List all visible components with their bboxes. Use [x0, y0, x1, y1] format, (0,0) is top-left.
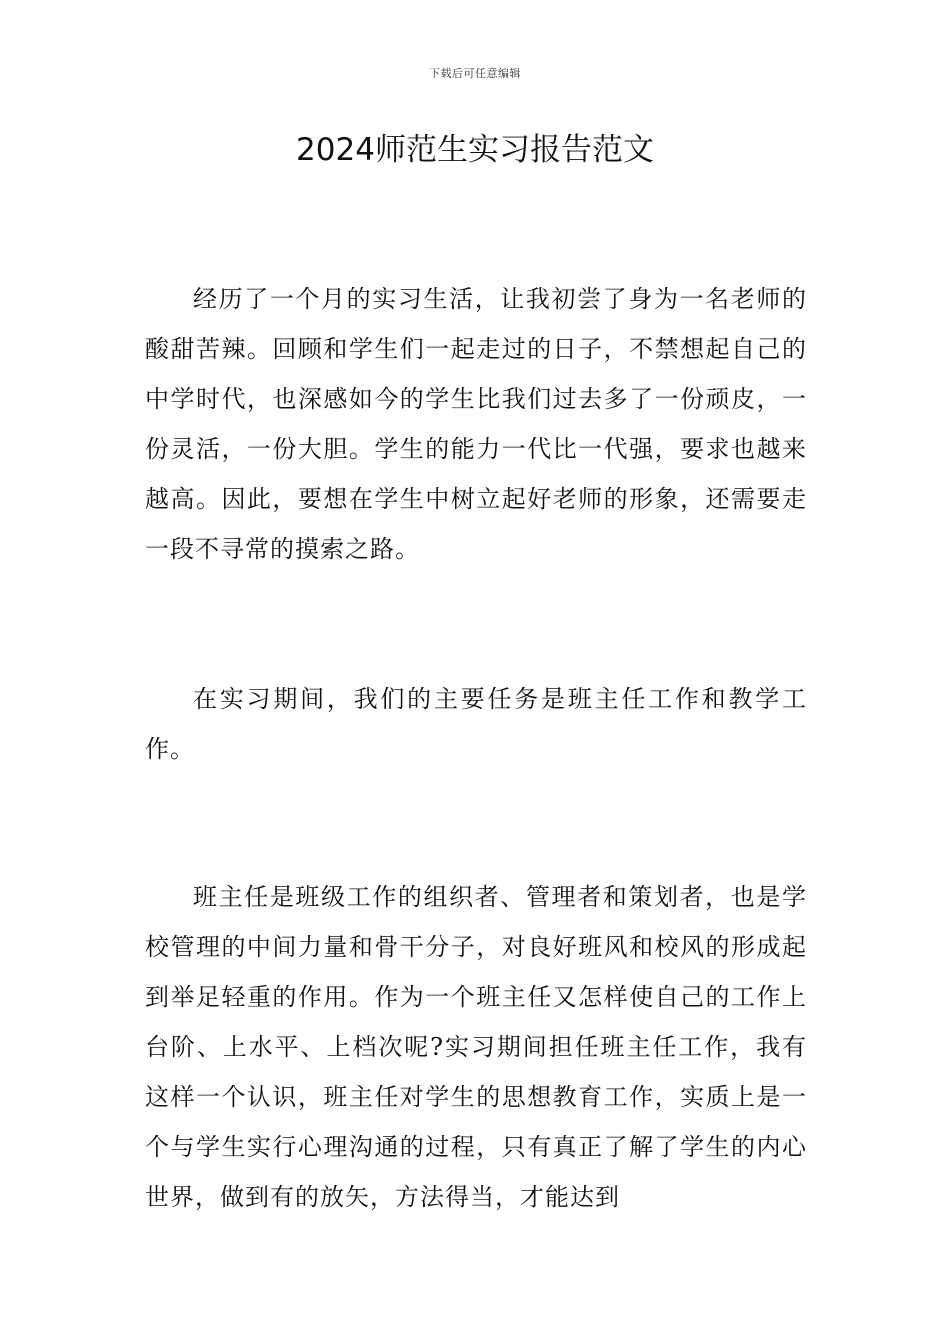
paragraph-3: 班主任是班级工作的组织者、管理者和策划者，也是学校管理的中间力量和骨干分子，对良好班风和校风的形成起到举足轻重的作用。作为一个班主任又怎样使自己的工作上台阶、上水平、上档次呢?实习期间担任班主任工作，我有这样一个认识，班主任对学生的思想教育工作，实质上是一个与学生实行心理沟通的过程，只有真正了解了学生的内心世界，做到有的放矢，方法得当，才能达到 [145, 883, 807, 1211]
paragraph-1: 经历了一个月的实习生活，让我初尝了身为一名老师的酸甜苦辣。回顾和学生们一起走过的日子，不禁想起自己的中学时代，也深感如今的学生比我们过去多了一份顽皮，一份灵活，一份大胆。学生的能力一代比一代强，要求也越来越高。因此，要想在学生中树立起好老师的形象，还需要走一段不寻常的摸索之路。 [145, 285, 807, 563]
page-title: 2024师范生实习报告范文 [296, 132, 654, 168]
header-note: 下载后可任意编辑 [429, 67, 521, 80]
paragraph-2: 在实习期间，我们的主要任务是班主任工作和教学工作。 [145, 685, 807, 763]
